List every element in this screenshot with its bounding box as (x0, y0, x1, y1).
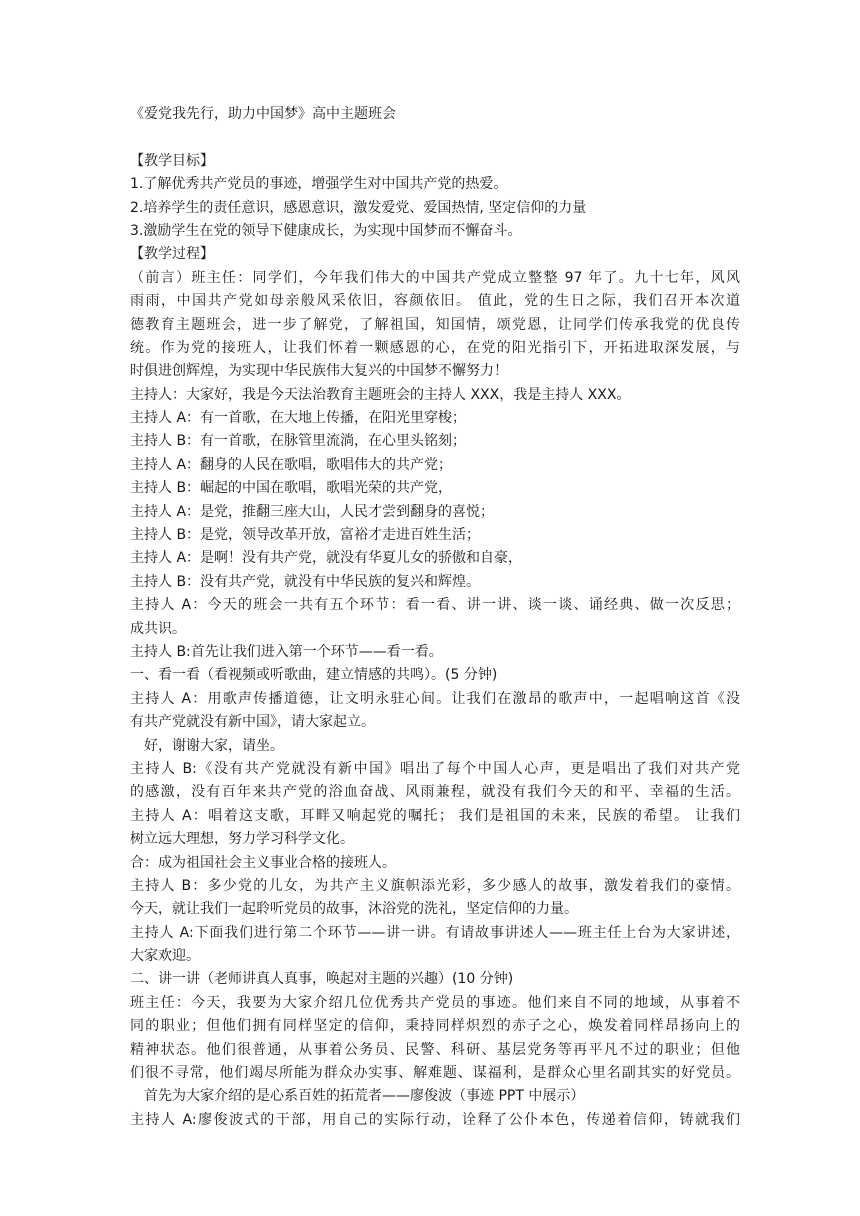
paragraph-line: 首先为大家介绍的是心系百姓的拓荒者——廖俊波（事迹 PPT 中展示） (144, 1088, 585, 1105)
paragraph-line: 主持人 A：是党，推翻三座大山，人民才尝到翻身的喜悦； (130, 503, 495, 520)
paragraph-line: 德教育主题班会，进一步了解党，了解祖国，知国情，颂党恩，让同学们传承我党的优良传 (130, 316, 740, 333)
paragraph-line: 主持人 A：唱着这支歌，耳畔又响起党的嘱托； 我们是祖国的未来，民族的希望。 让我们 (130, 807, 740, 824)
paragraph-line: 主持人：大家好，我是今天法治教育主题班会的主持人 XXX，我是主持人 XXX。 (130, 386, 631, 403)
paragraph-line: 时俱进创辉煌，为实现中华民族伟大复兴的中国梦不懈努力！ (130, 363, 508, 380)
paragraph-line: 统。作为党的接班人，让我们怀着一颗感恩的心，在党的阳光指引下，开拓进取深发展，与 (130, 339, 740, 356)
paragraph-line: 合：成为祖国社会主义事业合格的接班人。 (130, 854, 396, 871)
paragraph-line: 主持人 B:首先让我们进入第一个环节——看一看。 (130, 643, 443, 660)
paragraph-line: 今天，就让我们一起聆听党员的故事，沐浴党的洗礼，坚定信仰的力量。 (130, 901, 578, 918)
objective-item: 3.激励学生在党的领导下健康成长，为实现中国梦而不懈奋斗。 (130, 222, 522, 239)
section-heading-part-one: 一、看一看（看视频或听歌曲，建立情感的共鸣）。(5 分钟) (130, 667, 498, 684)
section-heading-objectives: 【教学目标】 (130, 152, 214, 169)
section-heading-part-two: 二、讲一讲（老师讲真人真事，唤起对主题的兴趣）(10 分钟) (130, 971, 514, 988)
paragraph-line: 大家欢迎。 (130, 948, 200, 965)
paragraph-line: 主持人 A：今天的班会一共有五个环节：看一看、讲一讲、谈一谈、诵经典、做一次反思； (130, 597, 740, 614)
paragraph-line: 班主任：今天，我要为大家介绍几位优秀共产党员的事迹。他们来自不同的地域，从事着不 (130, 994, 740, 1011)
paragraph-line: 主持人 A:下面我们进行第二个环节——讲一讲。有请故事讲述人——班主任上台为大家讲述， (130, 924, 740, 941)
paragraph-line: 树立远大理想，努力学习科学文化。 (130, 831, 354, 848)
paragraph-line: 好，谢谢大家，请坐。 (144, 737, 284, 754)
paragraph-line: 同的职业；但他们拥有同样坚定的信仰，秉持同样炽烈的赤子之心，焕发着同样昂扬向上的 (130, 1018, 740, 1035)
paragraph-line: 主持人 A:廖俊波式的干部，用自己的实际行动，诠释了公仆本色，传递着信仰，铸就我们 (130, 1111, 740, 1128)
paragraph-line: 主持人 B:《没有共产党就没有新中国》唱出了每个中国人心声，更是唱出了我们对共产党 (130, 760, 740, 777)
paragraph-line: 的感激，没有百年来共产党的浴血奋战、风雨兼程，就没有我们今天的和平、幸福的生活。 (130, 784, 740, 801)
paragraph-line: 主持人 B：是党，领导改革开放，富裕才走进百姓生活； (130, 527, 481, 544)
blank-line (130, 126, 740, 149)
document-title: 《爱党我先行，助力中国梦》高中主题班会 (130, 106, 396, 122)
paragraph-line: 雨雨，中国共产党如母亲般风采依旧，容颜依旧。 值此，党的生日之际，我们召开本次道 (130, 293, 740, 310)
paragraph-line: 主持人 B：多少党的儿女，为共产主义旗帜添光彩，多少感人的故事，激发着我们的豪情。 (130, 877, 740, 894)
paragraph-line: 主持人 B：有一首歌，在脉管里流淌，在心里头铭刻； (130, 433, 467, 450)
objective-item: 2.培养学生的责任意识，感恩意识，激发爱党、爱国热情, 坚定信仰的力量 (130, 199, 587, 216)
paragraph-line: 主持人 A：有一首歌，在大地上传播，在阳光里穿梭； (130, 410, 467, 427)
paragraph-line: 主持人 A：用歌声传播道德，让文明永驻心间。让我们在激昂的歌声中，一起唱响这首《没 (130, 690, 740, 707)
paragraph-line: 主持人 B：没有共产党，就没有中华民族的复兴和辉煌。 (130, 573, 481, 590)
objective-item: 1.了解优秀共产党员的事迹，增强学生对中国共产党的热爱。 (130, 176, 508, 193)
paragraph-line: 精神状态。他们很普通，从事着公务员、民警、科研、基层党务等再平凡不过的职业；但他 (130, 1041, 740, 1058)
document-page (130, 103, 740, 1132)
paragraph-line: 们很不寻常，他们竭尽所能为群众办实事、解难题、谋福利，是群众心里名副其实的好党员。 (130, 1065, 740, 1082)
paragraph-line: 主持人 A：是啊！没有共产党，就没有华夏儿女的骄傲和自豪， (130, 550, 523, 567)
paragraph-line: （前言）班主任：同学们，今年我们伟大的中国共产党成立整整 97 年了。九十七年，风风 (130, 269, 740, 286)
paragraph-line: 成共识。 (130, 620, 186, 637)
paragraph-line: 有共产党就没有新中国》，请大家起立。 (130, 714, 375, 731)
paragraph-line: 主持人 B：崛起的中国在歌唱，歌唱光荣的共产党， (130, 480, 453, 497)
paragraph-line: 主持人 A：翻身的人民在歌唱，歌唱伟大的共产党； (130, 456, 453, 473)
section-heading-process: 【教学过程】 (130, 246, 214, 263)
